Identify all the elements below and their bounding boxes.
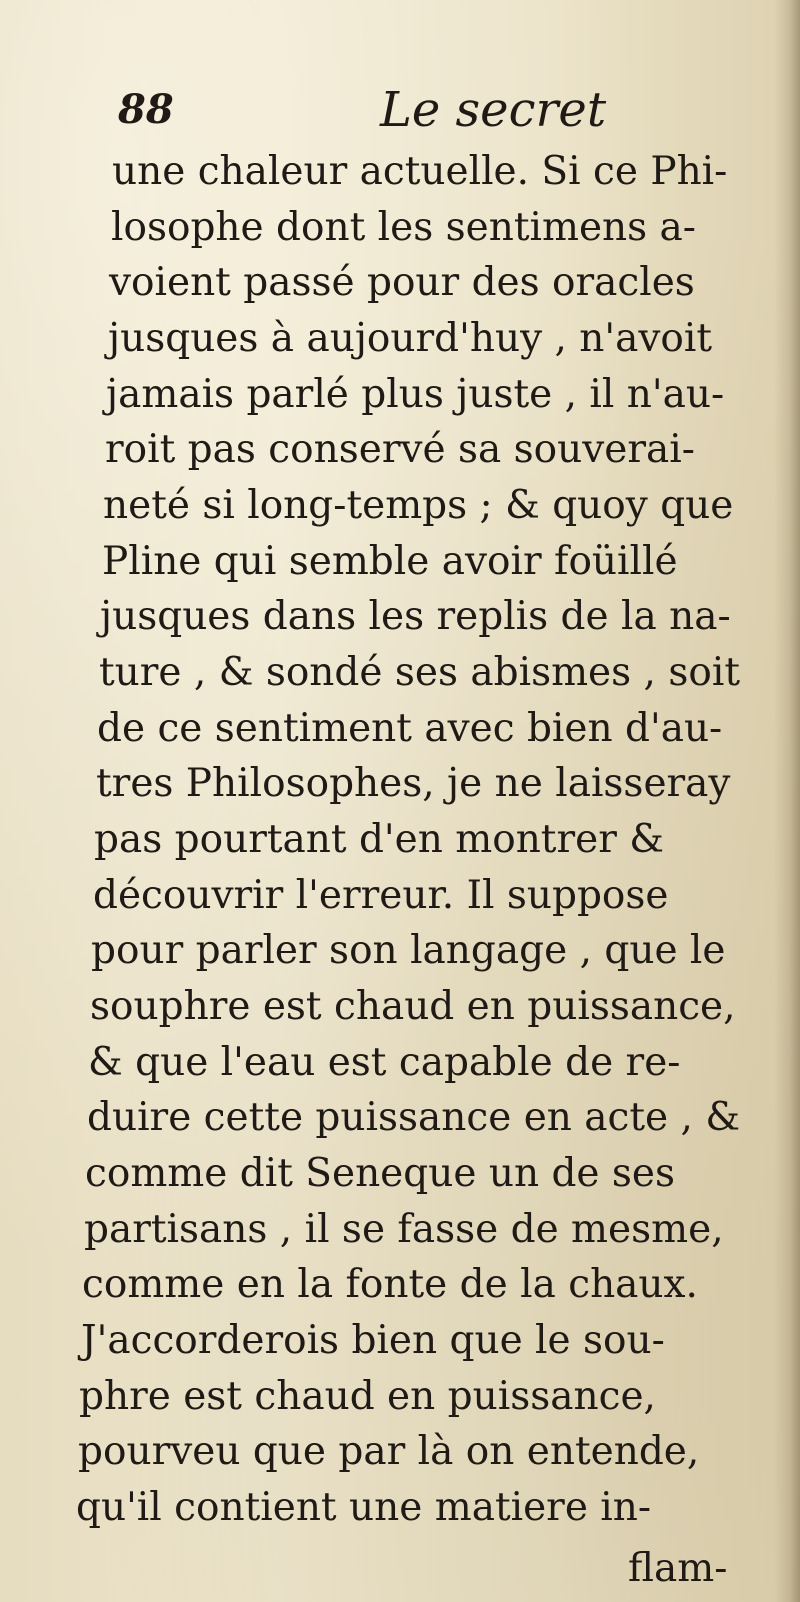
text-line: & que l'eau est capable de re- [88,1040,681,1085]
text-line: roit pas conservé sa souverai- [105,427,695,472]
text-line: comme dit Seneque un de ses [85,1151,676,1196]
text-line: jamais parlé plus juste , il n'au- [106,372,725,417]
text-line: une chaleur actuelle. Si ce Phi- [112,149,728,194]
text-line: neté si long-temps ; & quoy que [103,483,734,528]
text-line: tres Philosophes, je ne laisseray [96,761,731,806]
text-line: souphre est chaud en puissance, [90,984,736,1029]
text-line: J'accorderois bien que le sou- [81,1318,665,1363]
text-line: pour parler son langage , que le [91,928,726,973]
text-line: jusques dans les replis de la na- [100,594,731,639]
text-line: partisans , il se fasse de mesme, [84,1207,724,1252]
text-line: jusques à aujourd'huy , n'avoit [108,316,713,361]
text-line: ture , & sondé ses abismes , soit [99,650,740,695]
text-line: voient passé pour des oracles [109,260,695,305]
text-line: comme en la fonte de la chaux. [82,1262,698,1307]
catchword: flam- [628,1546,728,1591]
page-number: 88 [118,86,174,133]
text-line: découvrir l'erreur. Il suppose [93,873,669,918]
text-line: duire cette puissance en acte , & [87,1095,741,1140]
text-line: qu'il contient une matiere in- [76,1485,652,1530]
text-line: losophe dont les sentimens a- [111,205,696,250]
text-line: phre est chaud en puissance, [79,1374,656,1419]
text-line: de ce sentiment avec bien d'au- [97,706,723,751]
text-line: pourveu que par là on entende, [78,1429,700,1474]
text-line: Pline qui semble avoir foüillé [102,539,678,584]
text-line: pas pourtant d'en montrer & [94,817,664,862]
running-title: Le secret [380,82,607,138]
